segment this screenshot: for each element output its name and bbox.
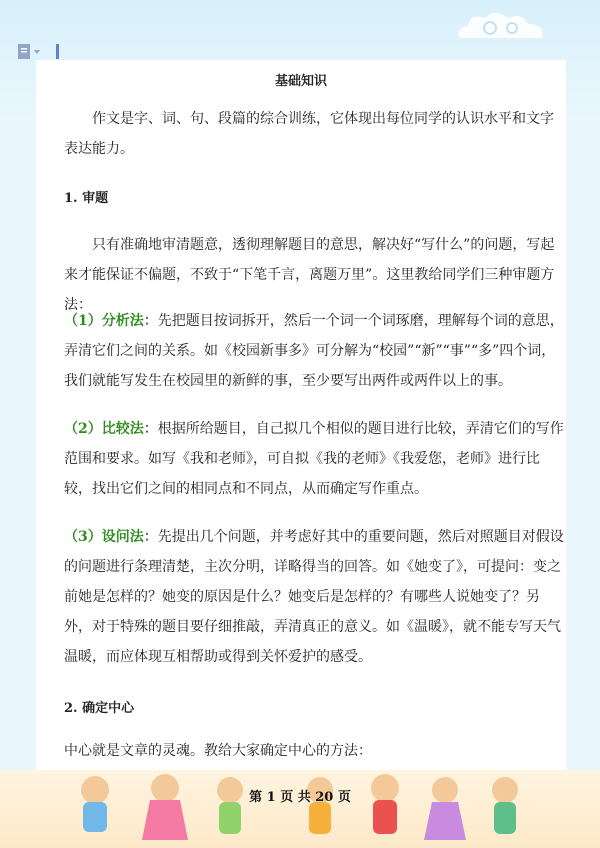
method-questioning-text: 先提出几个问题，并考虑好其中的重要问题，然后对照题目对假设的问题进行条理清楚，主次分明，详略得当的回答。如《她变了》，可提问：变之前她是怎样的？她变的原因是什么？她变后是怎样的？有哪些人说她变了？另外，对于特殊的题目要仔细推敲，弄清真正的意义。如《温暖》，就不能专写天气温暖，而应体现互相帮助或得到关怀爱护的感受。 <box>64 529 564 665</box>
section-1-heading: 1. 审题 <box>64 191 109 206</box>
page-number: 第 1 页 共 20 页 <box>249 790 351 805</box>
method-questioning-label: （3）设问法： <box>64 529 158 545</box>
page-title: 基础知识 <box>274 74 327 89</box>
section-2-paragraph: 中心就是文章的灵魂。教给大家确定中心的方法： <box>64 743 372 759</box>
method-comparison-text: 根据所给题目，自己拟几个相似的题目进行比较，弄清它们的写作范围和要求。如写《我和老师》，可自拟《我的老师》《我爱您，老师》进行比较，找出它们之间的相同点和不同点，从而确定写作重点。 <box>64 421 564 497</box>
document-toolbar-icon[interactable] <box>16 42 66 62</box>
intro-paragraph: 作文是字、词、句、段篇的综合训练，它体现出每位同学的认识水平和文字表达能力。 <box>64 111 554 157</box>
section-1-paragraph: 只有准确地审清题意，透彻理解题目的意思，解决好“写什么”的问题，写起来才能保证不偏题，不致于“下笔千言，离题万里”。这里教给同学们三种审题方法： <box>64 237 555 313</box>
method-analysis-text: 先把题目按词拆开，然后一个词一个词琢磨，理解每个词的意思，弄清它们之间的关系。如《校园新事多》可分解为“校园”“新”“事”“多”四个词，我们就能写发生在校园里的新鲜的事，至少要写出两件或两件以上的事。 <box>64 313 564 389</box>
method-questioning <box>64 522 564 672</box>
section-2-heading: 2. 确定中心 <box>64 701 135 716</box>
children-illustration-icon <box>0 770 600 848</box>
method-analysis <box>64 306 564 396</box>
cloud-decoration-icon <box>450 8 550 48</box>
document-page <box>36 60 566 770</box>
method-analysis-label: （1）分析法： <box>64 313 158 329</box>
method-comparison-label: （2）比较法： <box>64 421 158 437</box>
method-comparison <box>64 414 564 504</box>
